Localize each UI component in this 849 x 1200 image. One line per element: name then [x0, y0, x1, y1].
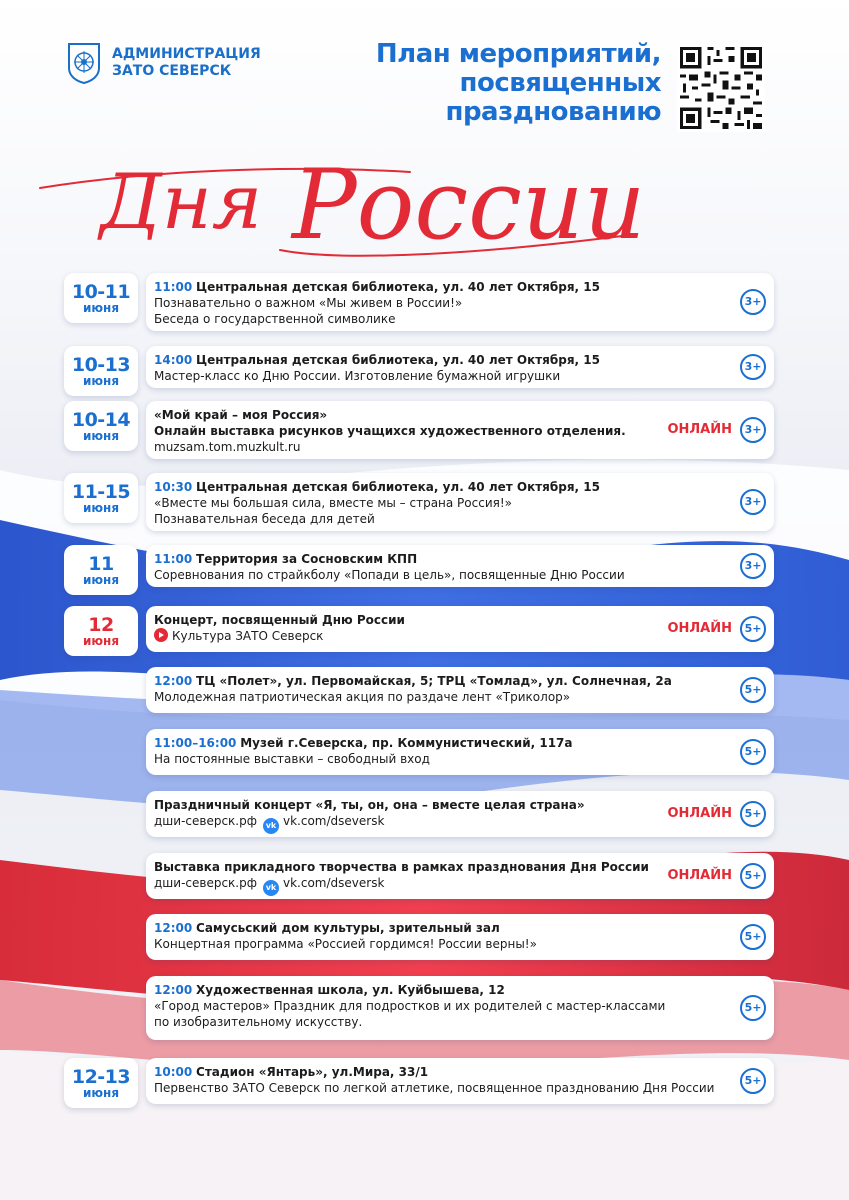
plan-title-line1: План мероприятий, [375, 39, 661, 69]
online-label: ОНЛАЙН [667, 422, 732, 437]
event-title: Концерт, посвященный Дню России [154, 613, 405, 627]
event-website-link[interactable]: дши-северск.рф [154, 876, 257, 890]
script-title [30, 110, 670, 270]
script-title-word2: России [292, 149, 646, 261]
age-rating-badge: 3+ [740, 289, 766, 315]
event-card [146, 473, 774, 531]
age-rating-badge: 5+ [740, 739, 766, 765]
plan-title-line3: празднованию [445, 97, 661, 127]
event-card [146, 1058, 774, 1104]
age-rating-badge: 3+ [740, 489, 766, 515]
event-card [146, 729, 774, 775]
event-venue: Художественная школа, ул. Куйбышева, 12 [196, 983, 505, 997]
vk-link[interactable]: vk.com/dseversk [283, 876, 385, 890]
event-venue: Самусьский дом культуры, зрительный зал [196, 921, 500, 935]
event-description: Беседа о государственной символике [154, 312, 396, 326]
event-card [146, 791, 774, 837]
event-title: Познавательно о важном «Мы живем в России!» [154, 296, 463, 310]
event-time: 11:00–16:00 [154, 736, 237, 750]
event-card [146, 606, 774, 652]
date-days: 10-14 [71, 408, 131, 431]
org-name-line2: ЗАТО СЕВЕРСК [112, 63, 232, 79]
date-month: июня [82, 373, 120, 388]
event-venue: Центральная детская библиотека, ул. 40 лет Октября, 15 [196, 353, 600, 367]
qr-code-icon [677, 44, 765, 132]
date-days: 11 [88, 552, 114, 575]
age-rating-badge: 3+ [740, 354, 766, 380]
event-card [146, 667, 774, 713]
event-time: 10:00 [154, 1065, 193, 1079]
event-description: Познавательная беседа для детей [154, 512, 375, 526]
event-card [146, 914, 774, 960]
youtube-channel-link[interactable] [154, 628, 664, 644]
event-title: На постоянные выставки – свободный вход [154, 752, 430, 766]
event-time: 11:00 [154, 280, 193, 294]
youtube-icon [154, 628, 168, 642]
event-date-badge [64, 273, 138, 323]
event-title: Мастер-класс ко Дню России. Изготовление бумажной игрушки [154, 369, 561, 383]
script-title-word1: Дня [100, 157, 263, 246]
event-date-badge [64, 606, 138, 656]
event-title: Молодежная патриотическая акция по раздаче лент «Триколор» [154, 690, 571, 704]
event-venue: ТЦ «Полет», ул. Первомайская, 5; ТРЦ «Томлад», ул. Солнечная, 2а [196, 674, 672, 688]
age-rating-badge: 3+ [740, 417, 766, 443]
event-time: 11:00 [154, 552, 193, 566]
event-time: 14:00 [154, 353, 193, 367]
org-name [112, 46, 261, 80]
date-days: 10-13 [71, 353, 131, 376]
event-date-badge [64, 545, 138, 595]
event-venue: Музей г.Северска, пр. Коммунистический, 117а [240, 736, 573, 750]
org-name-line1: АДМИНИСТРАЦИЯ [112, 46, 261, 62]
age-rating-badge: 5+ [740, 616, 766, 642]
event-date-badge [64, 401, 138, 451]
date-days: 12-13 [71, 1065, 131, 1088]
event-card [146, 273, 774, 331]
event-website-link[interactable]: muzsam.tom.muzkult.ru [154, 440, 301, 454]
date-month: июня [82, 572, 120, 587]
plan-title-line2: посвященных [459, 68, 661, 98]
org-header [66, 42, 261, 84]
date-days: 11-15 [71, 480, 131, 503]
event-date-badge [64, 346, 138, 396]
event-title: Первенство ЗАТО Северск по легкой атлетике, посвященное празднованию Дня России [154, 1081, 715, 1095]
event-venue: Центральная детская библиотека, ул. 40 лет Октября, 15 [196, 280, 600, 294]
event-card [146, 976, 774, 1040]
event-title: Выставка прикладного творчества в рамках празднования Дня России [154, 860, 649, 874]
event-title: «Город мастеров» Праздник для подростков и их родителей с мастер-классами [154, 999, 666, 1013]
date-month: июня [82, 633, 120, 648]
vk-icon: vk [263, 818, 279, 834]
event-card [146, 853, 774, 899]
date-month: июня [82, 500, 120, 515]
online-label: ОНЛАЙН [667, 621, 732, 636]
event-description: Онлайн выставка рисунков учащихся художественного отделения. [154, 424, 626, 438]
age-rating-badge: 5+ [740, 995, 766, 1021]
date-month: июня [82, 428, 120, 443]
event-card [146, 401, 774, 459]
event-website-link[interactable]: дши-северск.рф [154, 814, 257, 828]
event-time: 12:00 [154, 921, 193, 935]
event-time: 12:00 [154, 983, 193, 997]
online-label: ОНЛАЙН [667, 868, 732, 883]
event-time: 10:30 [154, 480, 193, 494]
event-title: «Мой край – моя Россия» [154, 408, 328, 422]
age-rating-badge: 5+ [740, 924, 766, 950]
event-description: по изобразительному искусству. [154, 1015, 363, 1029]
event-venue: Территория за Сосновским КПП [196, 552, 418, 566]
online-label: ОНЛАЙН [667, 806, 732, 821]
event-title: «Вместе мы большая сила, вместе мы – страна Россия!» [154, 496, 513, 510]
event-date-badge [64, 473, 138, 523]
city-emblem-icon [66, 42, 102, 84]
age-rating-badge: 5+ [740, 1068, 766, 1094]
event-card [146, 545, 774, 587]
vk-icon: vk [263, 880, 279, 896]
vk-link[interactable]: vk.com/dseversk [283, 814, 385, 828]
date-month: июня [82, 1085, 120, 1100]
youtube-channel-name: Культура ЗАТО Северск [172, 629, 324, 643]
date-month: июня [82, 300, 120, 315]
event-title: Концертная программа «Россией гордимся! России верны!» [154, 937, 537, 951]
age-rating-badge: 5+ [740, 863, 766, 889]
age-rating-badge: 5+ [740, 801, 766, 827]
event-title: Соревнования по страйкболу «Попади в цель», посвященные Дню России [154, 568, 625, 582]
event-time: 12:00 [154, 674, 193, 688]
event-venue: Стадион «Янтарь», ул.Мира, 33/1 [196, 1065, 429, 1079]
age-rating-badge: 5+ [740, 677, 766, 703]
age-rating-badge: 3+ [740, 553, 766, 579]
date-days: 12 [88, 613, 114, 636]
date-days: 10-11 [71, 280, 131, 303]
event-title: Праздничный концерт «Я, ты, он, она – вместе целая страна» [154, 798, 585, 812]
event-date-badge [64, 1058, 138, 1108]
event-venue: Центральная детская библиотека, ул. 40 лет Октября, 15 [196, 480, 600, 494]
event-card [146, 346, 774, 388]
